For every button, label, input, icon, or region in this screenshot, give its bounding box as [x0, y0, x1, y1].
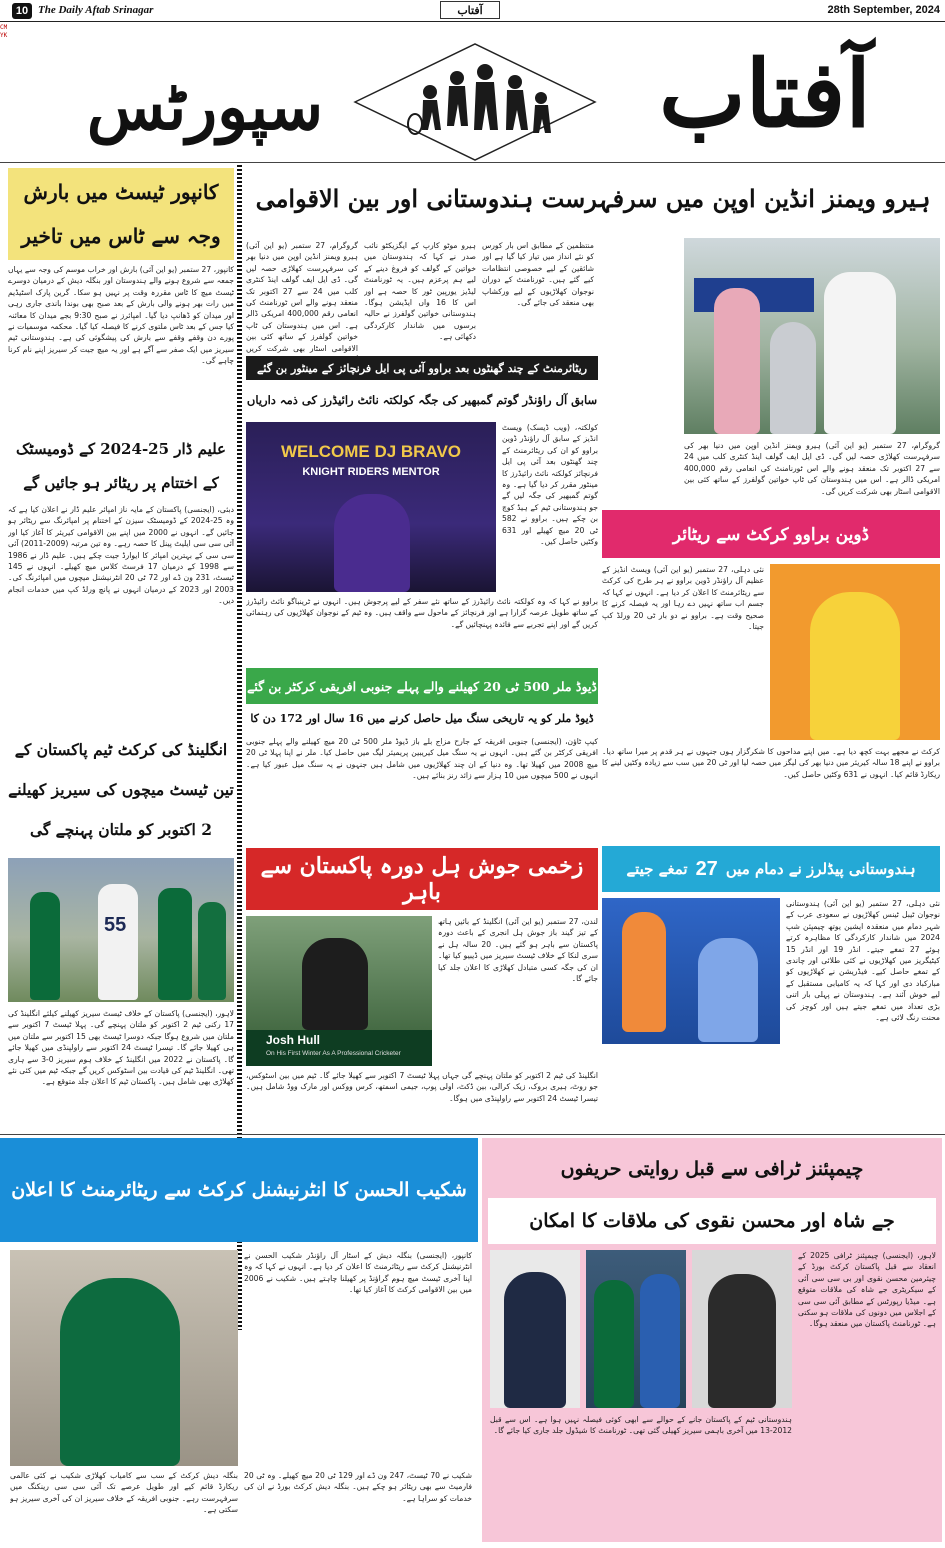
bravo-retire-body-2: کرکٹ نے مجھے بہت کچھ دیا ہے۔ میں اپنے مداحوں کا شکرگزار ہوں جنہوں نے ہر قدم پر میرا ساتھ دیا۔ براوو نے اپنے 18 سالہ کیریئر میں دنیا بھر کی لیگز میں حصہ لیا اور ٹی 20 میں سب سے زیادہ وکٹیں لینے کا ریکارڈ قائم کیا۔ انہوں نے 631 وکٹیں حاصل کیں۔ — [602, 747, 940, 779]
bravo-kkr-bar-text: ریٹائرمنٹ کے چند گھنٹوں بعد براوو آئی پی ایل فرنچائز کے مینٹور بن گئے — [256, 361, 588, 375]
article-josh-hull — [246, 848, 598, 1130]
hero-body-col-3: منتظمین کے مطابق اس بار کورس کو نئے انداز میں تیار کیا گیا ہے اور شائقین کے لیے خصوصی انتظامات کیے گئے ہیں۔ ٹورنامنٹ کے دوران نوجوان کھلاڑیوں کے لیے ورکشاپ بھی منعقد کی جائے گی۔ — [482, 241, 594, 308]
paddlers-body: نئی دہلی، 27 ستمبر (یو این آئی) ہندوستانی نوجوان ٹیبل ٹینس کھلاڑیوں نے سعودی عرب کے شہر دمام میں منعقدہ ایشین یوتھ چیمپئن شپ 2024 میں شاندار کارکردگی کا مظاہرہ کرتے ہوئے 27 تمغے جیتے۔ انڈر 19 اور انڈر 15 کیٹیگریز میں کھلاڑیوں نے کئی طلائی اور چاندی کے تمغے حاصل کیے۔ فیڈریشن نے کھلاڑیوں کو مبارکباد دی اور کہا کہ یہ کامیابی مستقبل کے لیے خوش آئند ہے۔ ہندوستان نے پہلی بار اتنی بڑی تعداد میں تمغے جیتے ہیں اور کوچز کی محنت رنگ لائی ہے۔ — [786, 899, 940, 1023]
page-number-badge — [12, 3, 32, 19]
article-champions-trophy — [482, 1138, 942, 1542]
paddler-figure-1 — [622, 912, 666, 1032]
shakib-figure — [60, 1278, 180, 1466]
champions-headline-line-1: چیمپئنز ٹرافی سے قبل روایتی حریفوں — [560, 1158, 864, 1180]
bravo-kkr-subhead: سابق آل راؤنڈر گوتم گمبھیر کی جگہ کولکتہ نائٹ رائیڈرز کی ذمہ داریاں — [246, 393, 598, 407]
england-body: لاہور، (ایجنسی) پاکستان کے خلاف ٹیسٹ سیریز کھیلنے کیلئے انگلینڈ کی 17 رکنی ٹیم 2 اکتوبر کو ملتان پہنچے گی۔ پہلا ٹیسٹ 7 اکتوبر سے ملتان میں شروع ہوگا جبکہ دوسرا ٹیسٹ بھی 15 اکتوبر سے ملتان میں ہی کھیلا جائے گا۔ تیسرا ٹیسٹ 24 اکتوبر سے راولپنڈی میں کھیلا جائے گا۔ پاکستان نے 2022 میں انگلینڈ کے خلاف ہوم سیریز 0-3 سے ہاری تھی۔ انگلینڈ ٹیم کی قیادت بین اسٹوکس کریں گے جبکہ ٹیم میں کئی نئے کھلاڑی بھی شامل ہیں۔ پاکستان ٹیم کا اعلان جلد متوقع ہے۔ — [8, 1009, 234, 1087]
shakib-bar — [0, 1138, 478, 1242]
player-figure-green-3 — [198, 902, 226, 1000]
miller-bar-text: ڈیوڈ ملر 500 ٹی 20 کھیلنے والے پہلے جنوبی افریقی کرکٹر بن گئے — [247, 678, 597, 694]
shakib-photo — [10, 1250, 238, 1466]
kanpur-body: کانپور، 27 ستمبر (یو این آئی) بارش اور خراب موسم کی وجہ سے یہاں جمعہ سے شروع ہونے والے ہندوستان اور بنگلہ دیش کے درمیان دوسرے ٹیسٹ میچ کا ٹاس مقررہ وقت پر نہیں ہو سکا۔ گرین پارک اسٹیڈیم میں رات بھر ہونے والی بارش کے بعد صبح بھی بوندا باندی جاری رہی اور میدان کو ڈھانپ دیا گیا۔ امپائرز نے صبح 9:30 بجے میدان کا معائنہ کیا جس کے بعد ٹاس ملتوی کرنے کا فیصلہ کیا گیا۔ محکمہ موسمیات نے پورے دن وقفے وقفے سے بارش کی پیشگوئی کی ہے۔ ہندوستانی ٹیم سیریز میں ایک صفر سے آگے ہے اور یہ میچ جیت کر سیریز اپنے نام کرنا چاہے گی۔ — [8, 265, 234, 366]
article-bravo-kkr — [246, 356, 598, 662]
player-figure-india — [640, 1274, 680, 1408]
masthead-logo: آفتاب — [440, 1, 500, 19]
bravo-kkr-photo — [246, 422, 496, 592]
aleem-headline-line-2: کے اختتام پر ریٹائر ہو جائیں گے — [23, 474, 219, 492]
cmyk-label: CMYK — [0, 24, 8, 39]
bravo-retire-bar — [602, 510, 940, 558]
paddlers-bar-number: 27 — [695, 857, 718, 880]
aleem-headline-line-1: علیم ڈار 25-2024 کے ڈومیسٹک — [15, 440, 227, 458]
mohsin-naqvi-photo — [692, 1250, 792, 1408]
golfer-figure — [714, 288, 760, 434]
bravo-kkr-body-2: براوو نے کہا کہ وہ کولکتہ نائٹ رائیڈرز کے ساتھ نئے سفر کے لیے پرجوش ہیں۔ انہوں نے ٹرینباگو نائٹ رائیڈرز کے ساتھ طویل عرصہ گزارا ہے اور فرنچائز کے ماحول سے واقف ہیں۔ وہ ٹیم کے نوجوان کھلاڑیوں کی رہنمائی کریں گے اور اپنے تجربے سے فائدہ پہنچائیں گے۔ — [246, 597, 598, 629]
bravo-retire-photo — [770, 564, 940, 740]
hull-bar-text: زخمی جوش ہل دورہ پاکستان سے باہر — [260, 853, 584, 905]
bravo-csk-figure — [810, 592, 900, 740]
shakib-body-3: بنگلہ دیش کرکٹ کے سب سے کامیاب کھلاڑی شکیب نے کئی عالمی ریکارڈ قائم کیے اور طویل عرصے تک آئی سی سی رینکنگ میں سرفہرست رہے۔ جنوبی افریقہ کے خلاف سیریز ان کی آخری سیریز ہو سکتی ہے۔ — [10, 1471, 238, 1515]
aleem-body: دبئی، (ایجنسی) پاکستان کے مایہ ناز امپائر علیم ڈار نے اعلان کیا ہے کہ وہ 25-2024 کے ڈومیسٹک سیزن کے اختتام پر امپائرنگ سے ریٹائر ہو جائیں گے۔ انہوں نے 2000 میں اپنے بین الاقوامی کیریئر کا آغاز کیا اور آئی سی سی ایلیٹ پینل کا حصہ رہے۔ وہ تین مرتبہ (2009-2011) آئی سی سی کے بہترین امپائر کا ایوارڈ جیت چکے ہیں۔ علیم ڈار نے 1986 سے 1998 کے درمیان 17 فرسٹ کلاس میچ کھیلے۔ انہوں نے 145 ٹیسٹ، 231 ون ڈے اور 72 ٹی 20 انٹرنیشنل میچوں میں امپائرنگ کی۔ 2003 اور 2023 کے درمیان انہوں نے پانچ ورلڈ کپ میں خدمات انجام دیں۔ — [8, 505, 234, 606]
article-miller — [246, 668, 598, 844]
section-title — [0, 22, 945, 162]
hull-body-1: لندن، 27 ستمبر (یو این آئی) انگلینڈ کے بائیں ہاتھ کے تیز گیند باز جوش ہل انجری کے باعث دورہ پاکستان سے باہر ہو گئے ہیں۔ 20 سالہ ہل نے سری لنکا کے خلاف ٹیسٹ سیریز میں ڈیبیو کیا تھا۔ ان کی جگہ کسی متبادل کھلاڑی کا اعلان جلد کیا جائے گا۔ — [438, 917, 598, 984]
bravo-kkr-body-1: کولکتہ، (ویب ڈیسک) ویسٹ انڈیز کے سابق آل راؤنڈر ڈوین براوو کو ان کی ریٹائرمنٹ کے چند گھنٹوں بعد آئی پی ایل فرنچائز کولکتہ نائٹ رائیڈرز کا مینٹور مقرر کر دیا گیا ہے۔ وہ گوتم گمبھیر کی جگہ لیں گے جو ہندوستانی ٹیم کے ہیڈ کوچ بن چکے ہیں۔ براوو نے 582 ٹی 20 میچ کھیلے اور 631 وکٹیں حاصل کیں۔ — [502, 423, 598, 547]
mohsin-naqvi-figure — [708, 1274, 776, 1408]
hull-caption-bar — [246, 1030, 432, 1066]
england-headline-line-1: انگلینڈ کی کرکٹ ٹیم پاکستان کے — [14, 740, 228, 759]
hero-body-under-photo: گروگرام، 27 ستمبر (یو این آئی) ہیرو ویمنز انڈین اوپن میں دنیا بھر کی سرفہرست کھلاڑی حصہ لیں گی۔ ڈی ایل ایف گولف اینڈ کنٹری کلب میں 24 سے 27 اکتوبر تک منعقد ہونے والے اس ٹورنامنٹ کی انعامی رقم 400,000 امریکی ڈالر ہے۔ اس میں ہندوستان کی ٹاپ خواتین گولفرز کے ساتھ کئی بین الاقوامی اسٹار بھی شرکت کریں گی۔ — [684, 441, 940, 496]
paddlers-bar-text-2: تمغے جیتے — [626, 860, 688, 878]
title-word-sports: سپورٹس — [86, 70, 324, 145]
article-aleem-dar — [8, 430, 234, 726]
miller-subhead: ڈیوڈ ملر کو یہ تاریخی سنگ میل حاصل کرنے میں 16 سال اور 172 دن کا — [250, 712, 594, 725]
hero-body-col-1: گروگرام، 27 ستمبر (یو این آئی) ہیرو ویمنز انڈین اوپن میں دنیا بھر کی سرفہرست کھلاڑی حصہ لیں گی۔ ڈی ایل ایف گولف اینڈ کنٹری کلب میں 24 سے 27 اکتوبر تک منعقد ہونے والے اس ٹورنامنٹ کی انعامی رقم 400,000 امریکی ڈالر ہے۔ اس میں ہندوستان کی ٹاپ خواتین گولفرز کے ساتھ کئی بین الاقوامی اسٹار بھی شرکت کریں — [246, 241, 358, 353]
shakib-body-2: شکیب نے 70 ٹیسٹ، 247 ون ڈے اور 129 ٹی 20 میچ کھیلے۔ وہ ٹی 20 فارمیٹ سے بھی ریٹائر ہو چکے ہیں۔ بنگلہ دیش کرکٹ بورڈ نے ان کی خدمات کو سراہا ہے۔ — [244, 1471, 472, 1503]
england-headline-line-2: تین ٹیسٹ میچوں کی سیریز کھیلنے — [8, 780, 234, 799]
hero-trophy-photo — [684, 238, 940, 434]
official-figure — [824, 272, 896, 434]
article-bravo-retire — [602, 510, 940, 840]
player-figure-white — [98, 884, 138, 1000]
hull-caption-subtitle: On His First Winter As A Professional Cricketer — [266, 1050, 401, 1057]
shakib-bar-text: شکیب الحسن کا انٹرنیشنل کرکٹ سے ریٹائرمنٹ کا اعلان — [11, 1179, 467, 1201]
sports-players-emblem — [345, 42, 605, 162]
champions-headline-line-2: جے شاہ اور محسن نقوی کی ملاقات کا امکان — [488, 1198, 936, 1244]
title-word-aftab: آفتاب — [659, 40, 871, 148]
article-paddlers — [602, 846, 940, 1130]
hull-body-2: انگلینڈ کی ٹیم 2 اکتوبر کو ملتان پہنچے گی جہاں پہلا ٹیسٹ 7 اکتوبر سے کھیلا جائے گا۔ ٹیم میں بین اسٹوکس، جو روٹ، ہیری بروک، زیک کرالی، بین ڈکٹ، اولی پوپ، جیمی اسمتھ، کرس ووکس اور مارک ووڈ شامل ہیں۔ تیسرا ٹیسٹ 24 اکتوبر سے راولپنڈی میں ہوگا۔ — [246, 1071, 598, 1103]
kanpur-headline-box — [8, 168, 234, 260]
champions-body-1: لاہور، (ایجنسی) چیمپئنز ٹرافی 2025 کے انعقاد سے قبل پاکستان کرکٹ بورڈ کے چیئرمین محسن نقوی اور بی سی سی آئی کے سیکریٹری جے شاہ کی ملاقات متوقع ہے۔ میڈیا رپورٹس کے مطابق آئی سی سی کے اجلاس میں دونوں کی ملاقات ہو سکتی ہے۔ ٹورنامنٹ پاکستان میں منعقد ہوگا۔ — [798, 1251, 936, 1329]
title-bottom-rule — [0, 162, 945, 163]
paddlers-bar — [602, 846, 940, 892]
bravo-kkr-bar — [246, 356, 598, 380]
paddlers-bar-text: ہندوستانی پیڈلرز نے دمام میں — [725, 860, 916, 878]
hero-body-col-2: ہیرو موٹو کارپ کے ایگزیکٹو نائب صدر نے کہا کہ ہندوستان میں خواتین کے گولف کو فروغ دینے کے لیے ہم پرعزم ہیں۔ یہ ٹورنامنٹ لیڈیز یورپین ٹور کا حصہ ہے اور اس کا 16 واں ایڈیشن ہوگا۔ ہندوستانی خواتین گولفرز نے حالیہ برسوں میں شاندار کارکردگی دکھائی ہے۔ — [364, 241, 476, 342]
bravo-retire-bar-text: ڈوین براوو کرکٹ سے ریٹائر — [672, 524, 870, 545]
hull-photo — [246, 916, 432, 1066]
player-figure-green-1 — [30, 892, 60, 1000]
shakib-body-1: کانپور، (ایجنسی) بنگلہ دیش کے اسٹار آل راؤنڈر شکیب الحسن نے انٹرنیشنل کرکٹ سے ریٹائرمنٹ کا اعلان کر دیا ہے۔ انہوں نے کہا کہ وہ اپنا آخری ٹیسٹ میچ ہوم گراؤنڈ پر کھیلنا چاہتے ہیں۔ شکیب نے 2006 میں بین الاقوامی کرکٹ کا آغاز کیا تھا۔ — [244, 1251, 472, 1295]
england-headline-line-3: 2 اکتوبر کو ملتان پہنچے گی — [29, 820, 213, 839]
article-shakib — [0, 1138, 478, 1542]
jay-shah-figure — [504, 1272, 566, 1408]
hull-bar — [246, 848, 598, 910]
page-number: 10 — [15, 5, 29, 17]
miller-bar — [246, 668, 598, 704]
hull-caption-name: Josh Hull — [266, 1033, 321, 1047]
masthead — [0, 0, 945, 22]
welcome-text-line-2: KNIGHT RIDERS MENTOR — [302, 466, 440, 478]
trophy-shape — [770, 322, 816, 434]
miller-body: کیپ ٹاؤن، (ایجنسی) جنوبی افریقہ کے جارح مزاج بلے باز ڈیوڈ ملر 500 ٹی 20 میچ کھیلنے والے پہلے جنوبی افریقی کرکٹر بن گئے ہیں۔ انہوں نے یہ سنگ میل کیریبین پریمیئر لیگ میں حاصل کیا۔ ملر نے اپنا پہلا ٹی 20 میچ 2008 میں کھیلا تھا۔ وہ دنیا کے ان چند کھلاڑیوں میں شامل ہیں جنہوں نے یہ سنگ میل عبور کیا ہے۔ انہوں نے 500 میچوں میں 10 ہزار سے زائد رنز بنائے ہیں۔ — [246, 737, 598, 781]
champions-body-2: ہندوستانی ٹیم کے پاکستان جانے کے حوالے سے ابھی کوئی فیصلہ نہیں ہوا ہے۔ اس سے قبل 2012-13 میں آخری باہمی سیریز کھیلی گئی تھی۔ ٹورنامنٹ کا شیڈول جلد جاری کیا جائے گا۔ — [490, 1415, 792, 1436]
players-photo — [586, 1250, 686, 1408]
hero-headline: ہیرو ویمنز انڈین اوپن میں سرفہرست ہندوستانی اور بین الاقوامی — [255, 184, 931, 213]
kanpur-headline-line-2: وجہ سے ٹاس میں تاخیر — [21, 224, 221, 248]
welcome-text-line-1: WELCOME DJ BRAVO — [280, 442, 462, 461]
england-players-photo — [8, 858, 234, 1002]
article-kanpur — [8, 168, 234, 430]
paddlers-photo — [602, 898, 780, 1044]
paddler-figure-2 — [698, 938, 758, 1042]
kanpur-headline-line-1: کانپور ٹیسٹ میں بارش — [23, 180, 219, 204]
bravo-figure — [334, 494, 410, 592]
jay-shah-photo — [490, 1250, 580, 1408]
paper-name: The Daily Aftab Srinagar — [38, 4, 154, 16]
issue-date: 28th September, 2024 — [827, 4, 940, 16]
bravo-retire-body-1: نئی دہلی، 27 ستمبر (یو این آئی) ویسٹ انڈیز کے عظیم آل راؤنڈر ڈوین براوو نے ہر طرح کی کرکٹ سے ریٹائرمنٹ کا اعلان کر دیا ہے۔ انہوں نے کہا کہ جسم اب ساتھ نہیں دے رہا اور یہ فیصلہ کرنے کا صحیح وقت ہے۔ براوو نے دو بار ٹی 20 ورلڈ کپ جیتا۔ — [602, 565, 764, 632]
hull-figure — [302, 938, 368, 1030]
player-figure-pakistan — [594, 1280, 634, 1408]
jersey-number-label: 55 — [104, 914, 127, 936]
bottom-section-rule — [0, 1134, 945, 1135]
player-figure-green-2 — [158, 888, 192, 1000]
